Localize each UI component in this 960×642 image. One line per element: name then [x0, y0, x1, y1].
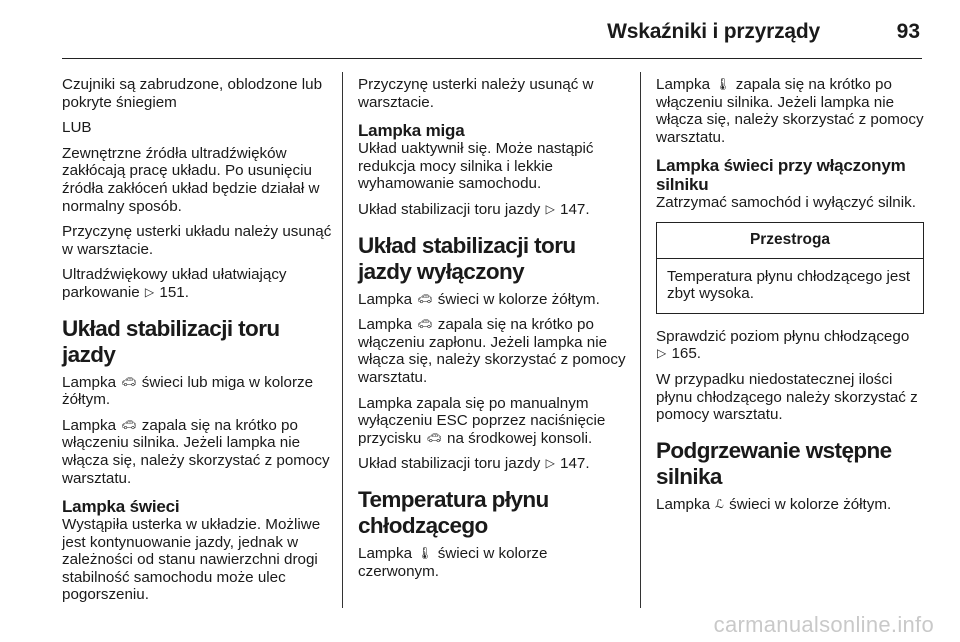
caution-text: Temperatura płynu chłodzącego jest zbyt wysoka.: [667, 267, 911, 303]
subsection-heading: Lampka miga: [358, 121, 465, 141]
paragraph: Zewnętrzne źródła ultradźwięków zakłócają pracę układu. Po usunięciu źródła zakłóceń układ będzie działał w normalny sposób.: [62, 144, 320, 215]
section-heading: Układ stabilizacji toru jazdy wyłączony: [358, 232, 576, 284]
paragraph: Lampka ℒ świeci w kolorze żółtym.: [656, 495, 892, 513]
paragraph: Przyczynę usterki układu należy usunąć w warsztacie.: [62, 223, 332, 258]
esc-off-icon: 🚗︎: [417, 291, 433, 306]
paragraph: Lampka 🚗︎ zapala się na krótko po włączeniu silnika. Jeżeli lampka nie włącza się, należy skorzystać z pomocy warsztatu.: [62, 416, 330, 487]
arrow-reference-icon: ▷: [545, 456, 555, 471]
page-reference[interactable]: 151.: [159, 283, 189, 301]
page-reference[interactable]: 165.: [671, 345, 702, 363]
paragraph: Lampka 🌡︎ świeci w kolorze czerwonym.: [358, 544, 548, 580]
caution-box: [656, 222, 924, 314]
subsection-heading: Lampka świeci przy włączonym silniku: [656, 156, 906, 195]
paragraph: Układ stabilizacji toru jazdy ▷ 147.: [358, 200, 590, 218]
column-divider: [640, 72, 641, 608]
section-heading: Układ stabilizacji toru jazdy: [62, 315, 280, 367]
paragraph: Sprawdzić poziom płynu chłodzącego ▷ 165.: [656, 327, 910, 363]
subsection-heading: Lampka świeci: [62, 497, 180, 517]
arrow-reference-icon: ▷: [657, 346, 667, 361]
paragraph: Lampka zapala się po manualnym wyłączeniu ESC poprzez naciśnięcie przycisku 🚗︎ na środkowej konsoli.: [358, 394, 606, 447]
paragraph: Układ stabilizacji toru jazdy ▷ 147.: [358, 455, 590, 473]
esc-off-icon: 🚗︎: [417, 317, 433, 332]
paragraph: Zatrzymać samochód i wyłączyć silnik.: [656, 194, 916, 212]
section-title: Wskaźniki i przyrządy: [607, 20, 820, 43]
arrow-reference-icon: ▷: [144, 284, 155, 299]
paragraph: Przyczynę usterki należy usunąć w warsztacie.: [358, 76, 594, 111]
column-3: [656, 76, 924, 521]
section-heading: Temperatura płynu chłodzącego: [358, 486, 549, 538]
paragraph: Lampka 🚗︎ świeci lub miga w kolorze żółtym.: [62, 373, 314, 409]
paragraph: Układ uaktywnił się. Może nastąpić redukcja mocy silnika i lekkie wyhamowanie samochodu.: [358, 140, 594, 193]
page-reference[interactable]: 147.: [560, 455, 590, 473]
paragraph: LUB: [62, 119, 92, 137]
paragraph: Lampka 🚗︎ świeci w kolorze żółtym.: [358, 290, 600, 308]
paragraph: Lampka 🚗︎ zapala się na krótko po włączeniu zapłonu. Jeżeli lampka nie włącza się, należy skorzystać z pomocy warsztatu.: [358, 316, 626, 386]
glow-plug-icon: ℒ: [715, 496, 724, 511]
paragraph: Ultradźwiękowy układ ułatwiający parkowanie ▷ 151.: [62, 266, 287, 301]
esc-warning-icon: 🚗︎: [121, 374, 137, 389]
column-divider: [342, 72, 343, 608]
esc-warning-icon: 🚗︎: [121, 417, 137, 432]
paragraph: W przypadku niedostatecznej ilości płynu chłodzącego należy skorzystać z pomocy warsztatu.: [656, 370, 918, 424]
column-2: [358, 76, 626, 588]
column-1: [62, 76, 332, 612]
paragraph: Czujniki są zabrudzone, oblodzone lub pokryte śniegiem: [62, 76, 323, 111]
page-header: [62, 12, 922, 59]
coolant-temperature-icon: 🌡︎: [715, 77, 731, 91]
caution-title: Przestroga: [657, 223, 923, 259]
arrow-reference-icon: ▷: [545, 201, 555, 216]
paragraph: Lampka 🌡︎ zapala się na krótko po włączeniu silnika. Jeżeli lampka nie włącza się, należy skorzystać z pomocy warsztatu.: [656, 76, 924, 146]
section-heading: Podgrzewanie wstępne silnika: [656, 437, 892, 489]
watermark: carmanualsonline.info: [713, 612, 934, 637]
paragraph: Wystąpiła usterka w układzie. Możliwe jest kontynuowanie jazdy, jednak w zależności od stanu nawierzchni drogi stabilność samochodu może ulec pogorszeniu.: [62, 516, 321, 604]
page-reference[interactable]: 147.: [560, 200, 590, 218]
esc-off-icon: 🚗︎: [426, 430, 442, 445]
coolant-temperature-icon: 🌡︎: [417, 545, 433, 560]
page-number: 93: [896, 20, 920, 43]
